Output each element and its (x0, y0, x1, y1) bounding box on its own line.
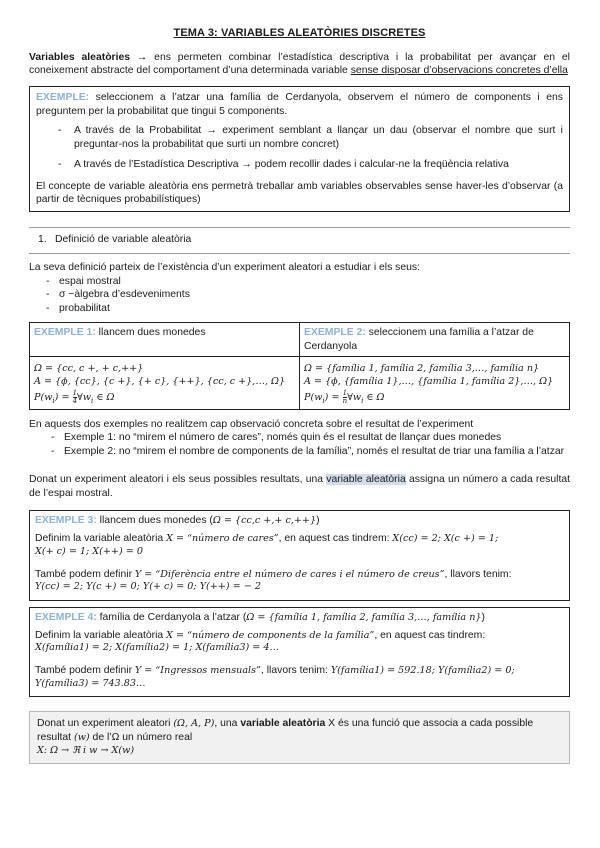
section-heading (29, 222, 570, 261)
table-cell: Ω = {cc, c +, + c,++} A = {ϕ, {cc}, {c +}, {+ c}, {++}, {cc, c +},…, Ω} $P(w_i)$ = $\frac{1}{4}$ $\forall w_i$ ∈ Ω (30, 357, 300, 409)
example-label: EXEMPLE: (36, 91, 90, 103)
definition-formula: X: Ω → ℜ i w → X(w) (37, 744, 135, 756)
list-item: - espai mostral (46, 275, 121, 287)
example-list (36, 124, 563, 171)
example-intro (36, 91, 563, 118)
example-3-box: EXEMPLE 3: llancem dues monedes (Ω = {cc,c +,+ c,++}) Definim la variable aleatòria X = “número de cares”, en aquest cas tindrem: X(cc) = 2; X(c +) = 1; X(+ c) = 1; X(++) = 0 També podem definir Y = “Diferència entre el número de cares i el número de creus”, llavors tenim: Y(cc) = 2; Y(c +) = 0; Y(+ c) = 0; Y(++) = − 2 (29, 510, 570, 601)
variable-definition: Donat un experiment aleatori i els seus possibles resultats, una variable aleatòria assigna un número a cada resultat de l’espai mostral. (29, 473, 571, 499)
example-text: seleccionem a l’atzar una família de Cerdanyola, observem el número de components i ens preguntem per la probabilitat que tingui 5 components. (36, 91, 563, 117)
examples-table (29, 322, 570, 410)
document-page (29, 26, 570, 764)
observation-text: En aquests dos exemples no realitzem cap observació concreta sobre el resultat de l’experiment (29, 418, 474, 430)
section-number: 1. (38, 234, 47, 246)
list-item: - probabilitat (46, 303, 110, 315)
intro-term: Variables aleatòries (29, 51, 131, 63)
section-title: Definició de variable aleatòria (55, 234, 192, 246)
list-item: - A través de l’Estadística Descriptiva → podem recollir dades i calcular-ne la freqüència relativa (58, 158, 509, 170)
list-item: - Exemple 1: no “mirem el número de cares”, només quin és el resultat de llançar dues monedes (51, 432, 502, 444)
page-title: TEMA 3: VARIABLES ALEATÒRIES DISCRETES (173, 27, 426, 39)
observation-block (29, 418, 570, 459)
example-closing: El concepte de variable aleatòria ens permetrà treballar amb variables observables sense haver-les d’observar (a partir de tècniques probabilístiques) (36, 180, 563, 206)
intro-paragraph (29, 51, 570, 78)
table-cell: Ω = {família 1, família 2, família 3,…, família n} A = {ϕ, {família 1},…, {família 1, família 2},…, Ω} $P(w_i)$ = $\frac{1}{n}$ $\forall w_i$ ∈ Ω (300, 357, 570, 409)
definition-block (29, 261, 570, 316)
list-item: - σ −àlgebra d’esdeveniments (46, 289, 190, 301)
intro-text: → ens permeten combinar l’estadística descriptiva i la probabilitat per avançar en el coneixement abstracte del comportament d’una determinada variable (29, 51, 570, 77)
example-box (29, 86, 570, 212)
table-header-cell: EXEMPLE 1: llancem dues monedes (30, 322, 300, 356)
definition-intro: La seva definició parteix de l’existència d’un experiment aleatori a estudiar i els seus: (29, 261, 421, 273)
highlighted-term: variable aleatòria (326, 473, 406, 485)
example-4-box: EXEMPLE 4: família de Cerdanyola a l’atzar (Ω = {família 1, família 2, família 3,…, família n}) Definim la variable aleatòria X = “número de components de la família”, en aquest cas tindrem: X(família1) = 2; X(família2) = 1; X(família3) = 4… També podem definir Y = “Ingressos mensuals”, llavors tenim: Y(família1) = 592.18; Y(família2) = 0; Y(família3) = 743.83… (29, 607, 570, 698)
list-item: - Exemple 2: no “mirem el nombre de components de la família”, només el resultat de triar una família a l’atzar (51, 446, 565, 458)
table-header-cell: EXEMPLE 2: seleccionem una família a l’atzar de Cerdanyola (300, 322, 570, 356)
intro-underlined: sense disposar d’observacions concretes d’ella (350, 65, 568, 77)
definition-box: Donat un experiment aleatori (Ω, A, P), una variable aleatòria X és una funció que associa a cada possible resultat (w) de l’Ω un número real X: Ω → ℜ i w → X(w) (29, 711, 570, 763)
list-item: - A través de la Probabilitat → experiment semblant a llançar un dau (observar el nombre que surt i preguntar-nos la probabilitat que surti un nombre concret) (58, 125, 563, 151)
